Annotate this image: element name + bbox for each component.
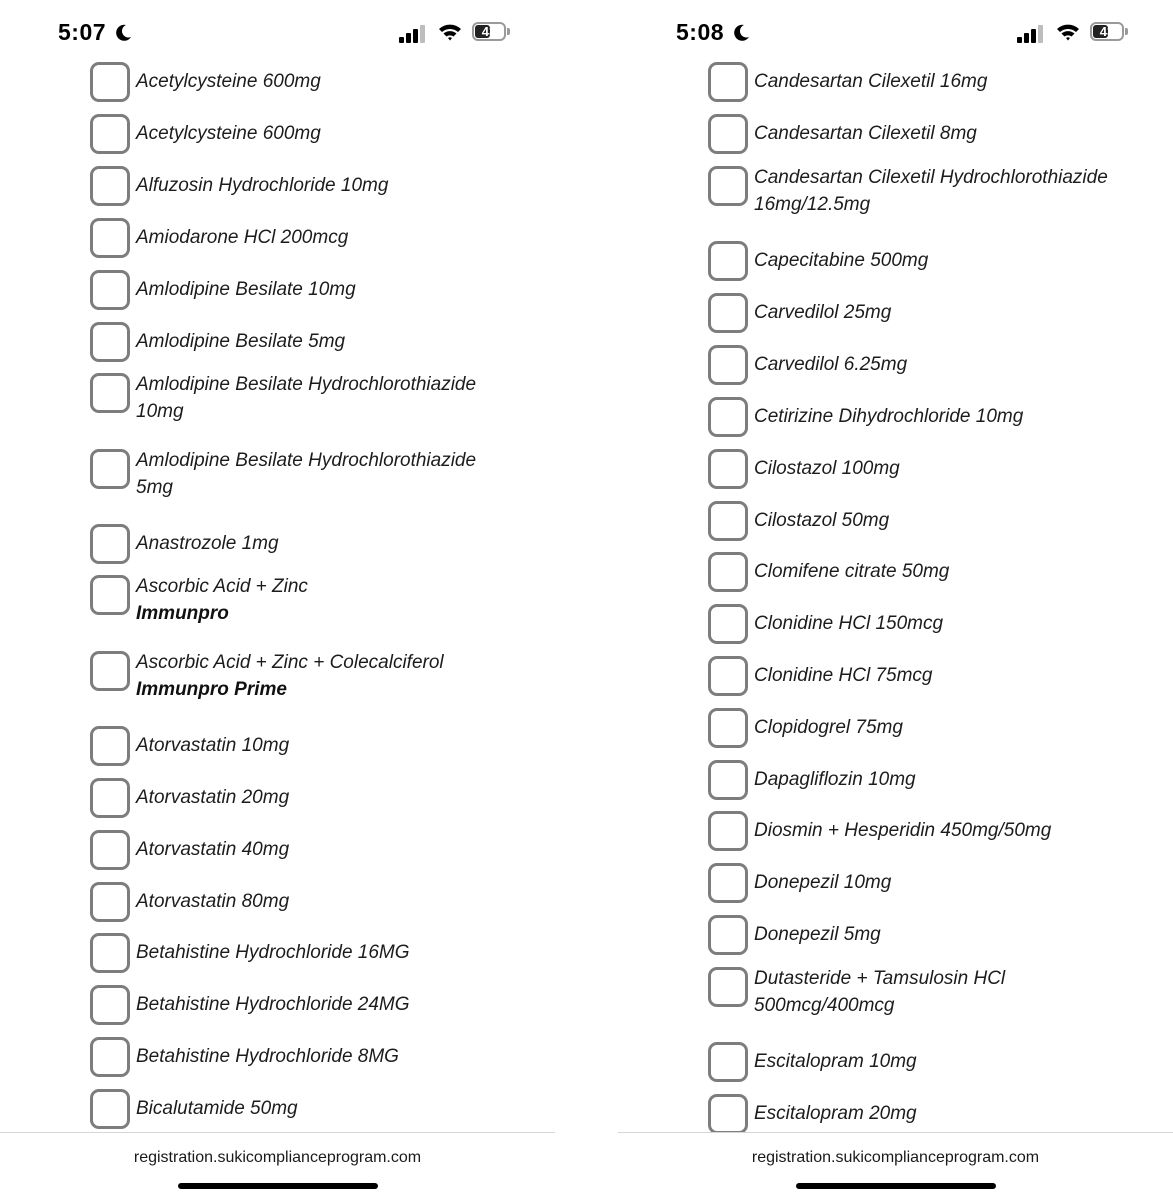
medication-label: Clopidogrel 75mg <box>754 717 903 738</box>
status-bar <box>0 0 555 62</box>
battery-icon <box>1090 22 1124 41</box>
checkbox[interactable] <box>90 322 130 362</box>
checkbox[interactable] <box>90 933 130 973</box>
home-indicator[interactable] <box>796 1183 996 1189</box>
address-bar[interactable] <box>0 1132 555 1200</box>
address-bar[interactable] <box>618 1132 1173 1200</box>
checkbox[interactable] <box>708 62 748 102</box>
checkbox[interactable] <box>708 449 748 489</box>
medication-label: Ascorbic Acid + Zinc + Colecalciferol <box>136 652 444 673</box>
checkbox[interactable] <box>90 778 130 818</box>
moon-icon <box>113 23 133 43</box>
battery-icon <box>472 22 506 41</box>
wifi-icon <box>438 22 462 42</box>
checkbox[interactable] <box>708 604 748 644</box>
medication-label: Amlodipine Besilate 5mg <box>136 331 346 352</box>
checkbox[interactable] <box>90 449 130 489</box>
checkbox[interactable] <box>90 270 130 310</box>
medication-label: Atorvastatin 10mg <box>136 735 290 756</box>
medication-label: Alfuzosin Hydrochloride 10mg <box>136 175 389 196</box>
battery-level: 43 <box>481 24 497 39</box>
checkbox[interactable] <box>708 656 748 696</box>
medication-label: Cilostazol 100mg <box>754 458 900 479</box>
url-text[interactable]: registration.sukicomplianceprogram.com <box>133 1149 422 1166</box>
medication-label: Donepezil 10mg <box>754 872 892 893</box>
medication-label: Dapagliflozin 10mg <box>754 769 916 790</box>
checkbox[interactable] <box>90 62 130 102</box>
medication-label: Atorvastatin 20mg <box>136 787 290 808</box>
medication-label: Amlodipine Besilate Hydrochlorothiazide 10mg <box>136 374 477 422</box>
home-indicator[interactable] <box>178 1183 378 1189</box>
medication-label: Amlodipine Besilate Hydrochlorothiazide 5mg <box>136 450 477 498</box>
checkbox[interactable] <box>708 915 748 955</box>
checkbox[interactable] <box>90 1089 130 1129</box>
medication-label: Acetylcysteine 600mg <box>136 71 321 92</box>
medication-label: Candesartan Cilexetil 8mg <box>754 123 977 144</box>
checkbox[interactable] <box>90 524 130 564</box>
medication-label: Escitalopram 10mg <box>754 1051 917 1072</box>
checkbox[interactable] <box>90 373 130 413</box>
status-time: 5:08 <box>676 19 725 45</box>
checkbox[interactable] <box>708 114 748 154</box>
checkbox[interactable] <box>708 501 748 541</box>
medication-label: Clonidine HCl 150mcg <box>754 613 944 634</box>
checkbox[interactable] <box>708 552 748 592</box>
medication-label: Amlodipine Besilate 10mg <box>136 279 356 300</box>
medication-label: Ascorbic Acid + Zinc <box>136 576 308 597</box>
medication-label: Betahistine Hydrochloride 16MG <box>136 942 410 963</box>
medication-label: Diosmin + Hesperidin 450mg/50mg <box>754 820 1052 841</box>
phone-screen-left <box>0 0 555 1200</box>
checkbox[interactable] <box>708 345 748 385</box>
medication-label: Escitalopram 20mg <box>754 1103 917 1124</box>
medication-label: Bicalutamide 50mg <box>136 1098 298 1119</box>
brand-name: Immunpro <box>136 603 229 624</box>
checkbox[interactable] <box>708 760 748 800</box>
cellular-signal-icon <box>399 25 427 43</box>
medication-label: Atorvastatin 40mg <box>136 839 290 860</box>
checkbox[interactable] <box>90 985 130 1025</box>
medication-label: Carvedilol 6.25mg <box>754 354 908 375</box>
moon-icon <box>731 23 751 43</box>
checkbox[interactable] <box>90 218 130 258</box>
medication-label: Betahistine Hydrochloride 8MG <box>136 1046 399 1067</box>
medication-label: Candesartan Cilexetil Hydrochlorothiazide 16mg/12.5mg <box>754 167 1108 215</box>
checkbox[interactable] <box>90 166 130 206</box>
phone-screen-right <box>618 0 1173 1200</box>
status-bar <box>618 0 1173 62</box>
checkbox[interactable] <box>90 882 130 922</box>
medication-label: Anastrozole 1mg <box>136 533 279 554</box>
checkbox[interactable] <box>708 967 748 1007</box>
brand-name: Immunpro Prime <box>136 679 287 700</box>
checkbox[interactable] <box>90 114 130 154</box>
medication-label: Donepezil 5mg <box>754 924 881 945</box>
medication-label: Atorvastatin 80mg <box>136 891 290 912</box>
checkbox[interactable] <box>708 166 748 206</box>
medication-label: Candesartan Cilexetil 16mg <box>754 71 988 92</box>
medication-label: Dutasteride + Tamsulosin HCl 500mcg/400mcg <box>754 968 1006 1016</box>
medication-label: Carvedilol 25mg <box>754 302 892 323</box>
battery-level: 43 <box>1099 24 1115 39</box>
medication-label: Acetylcysteine 600mg <box>136 123 321 144</box>
status-time: 5:07 <box>58 19 107 45</box>
checkbox[interactable] <box>90 651 130 691</box>
medication-label: Betahistine Hydrochloride 24MG <box>136 994 410 1015</box>
checkbox[interactable] <box>708 397 748 437</box>
checkbox[interactable] <box>708 1042 748 1082</box>
checkbox[interactable] <box>708 1094 748 1134</box>
medication-label: Amiodarone HCl 200mcg <box>136 227 349 248</box>
checkbox[interactable] <box>708 293 748 333</box>
checkbox[interactable] <box>708 811 748 851</box>
checkbox[interactable] <box>708 708 748 748</box>
checkbox[interactable] <box>90 575 130 615</box>
wifi-icon <box>1056 22 1080 42</box>
checkbox[interactable] <box>90 726 130 766</box>
checkbox[interactable] <box>708 241 748 281</box>
cellular-signal-icon <box>1017 25 1045 43</box>
checkbox[interactable] <box>90 830 130 870</box>
medication-label: Clomifene citrate 50mg <box>754 561 950 582</box>
checkbox[interactable] <box>90 1037 130 1077</box>
medication-label: Capecitabine 500mg <box>754 250 929 271</box>
medication-label: Cetirizine Dihydrochloride 10mg <box>754 406 1024 427</box>
medication-label: Clonidine HCl 75mcg <box>754 665 933 686</box>
medication-label: Cilostazol 50mg <box>754 510 890 531</box>
url-text[interactable]: registration.sukicomplianceprogram.com <box>751 1149 1040 1166</box>
checkbox[interactable] <box>708 863 748 903</box>
